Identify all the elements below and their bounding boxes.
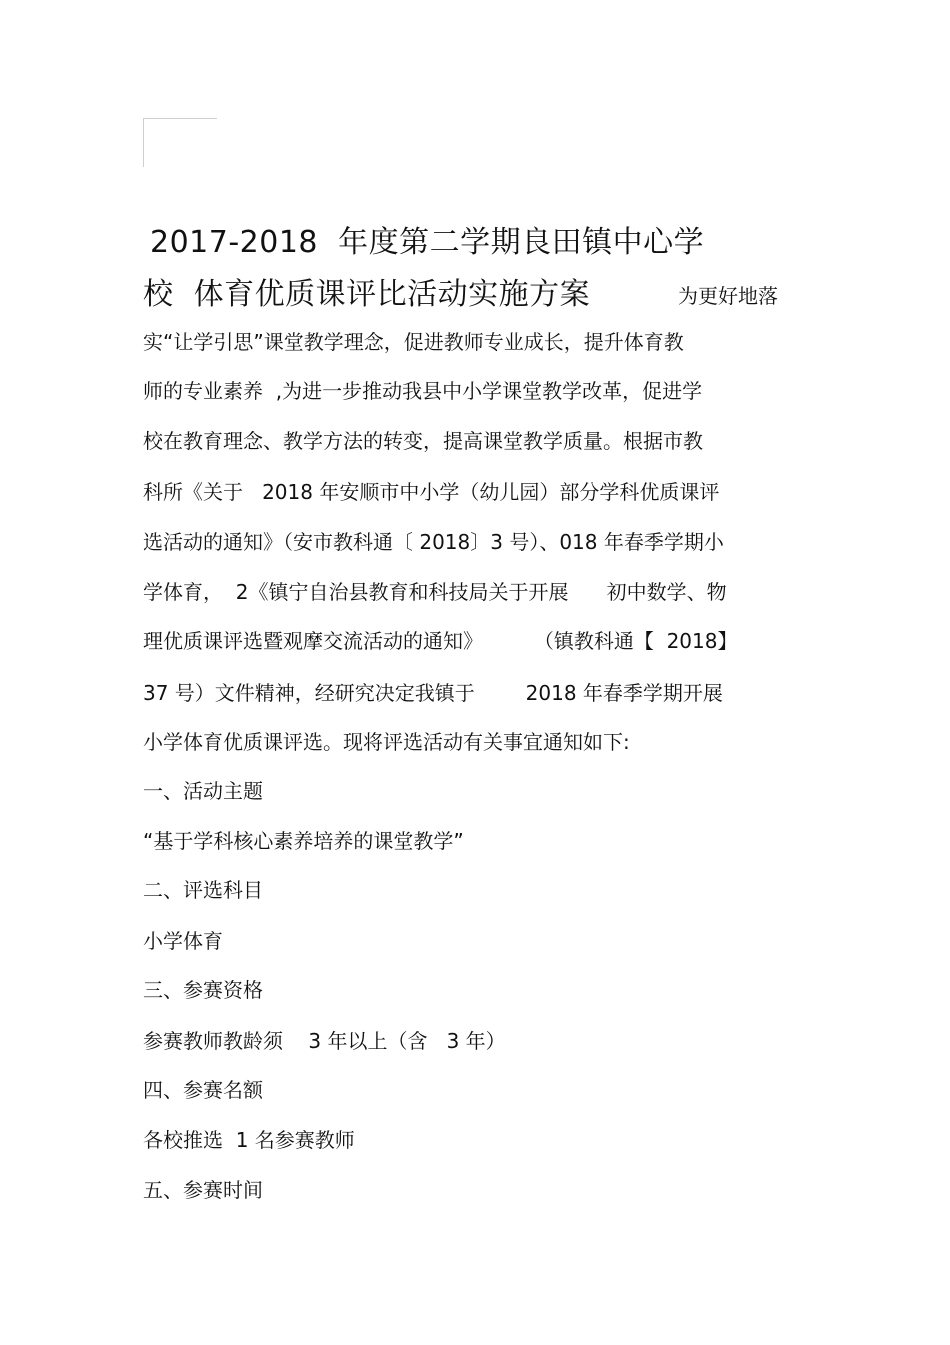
body-line: 师的专业素养 ,为进一步推动我县中小学课堂教学改革，促进学 — [143, 379, 703, 403]
section-heading: 三、参赛资格 — [143, 978, 263, 1002]
corner-frame — [143, 118, 217, 167]
intro-text-start: 为更好地落 — [678, 284, 778, 308]
section-content: 小学体育 — [143, 929, 223, 953]
section-content: 各校推选 1 名参赛教师 — [143, 1128, 355, 1152]
document-title-line-1: 2017-2018 年度第二学期良田镇中心学 — [150, 225, 705, 260]
section-heading: 一、活动主题 — [143, 779, 263, 803]
section-heading: 二、评选科目 — [143, 878, 263, 902]
section-content: “基于学科核心素养培养的课堂教学” — [143, 829, 464, 853]
section-heading: 四、参赛名额 — [143, 1078, 263, 1102]
body-line: 科所《关于 2018 年安顺市中小学（幼儿园）部分学科优质课评 — [143, 480, 720, 504]
body-line: 37 号）文件精神，经研究决定我镇于 2018 年春季学期开展 — [143, 681, 723, 705]
section-heading: 五、参赛时间 — [143, 1178, 263, 1202]
body-line: 小学体育优质课评选。现将评选活动有关事宜通知如下: — [143, 730, 630, 754]
body-line: 选活动的通知》（安市教科通〔 2018〕3 号）、018 年春季学期小 — [143, 530, 724, 554]
document-title-line-2: 校 体育优质课评比活动实施方案 — [143, 277, 591, 312]
body-line: 学体育， 2《镇宁自治县教育和科技局关于开展 初中数学、物 — [143, 580, 727, 604]
body-line: 理优质课评选暨观摩交流活动的通知》 （镇教科通【 2018】 — [143, 629, 738, 653]
section-content: 参赛教师教龄须 3 年以上（含 3 年） — [143, 1029, 506, 1053]
body-line: 校在教育理念、教学方法的转变，提高课堂教学质量。根据市教 — [143, 429, 703, 453]
body-line: 实“让学引思”课堂教学理念，促进教师专业成长，提升体育教 — [143, 330, 684, 354]
